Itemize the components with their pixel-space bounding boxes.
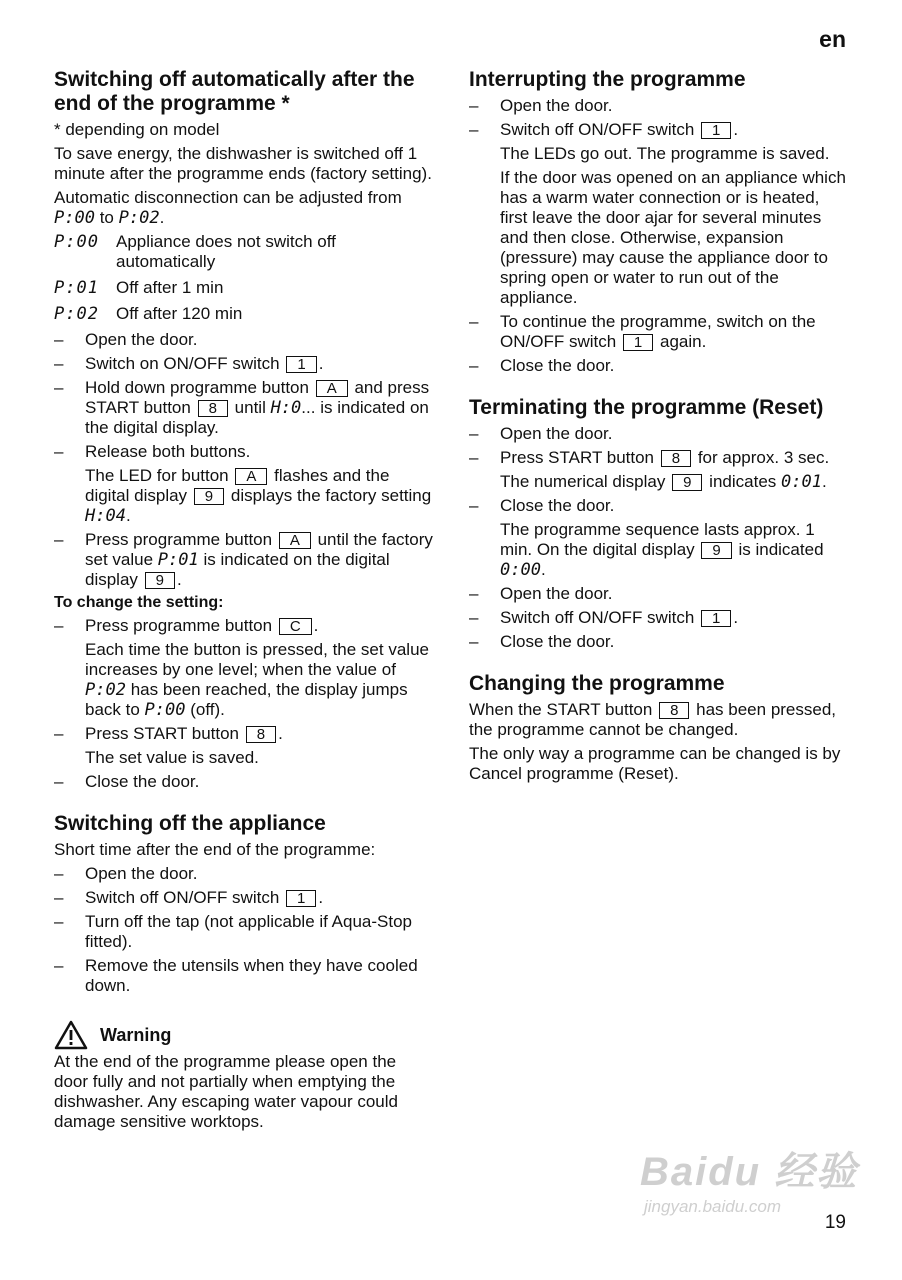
display-code: 0:00	[500, 560, 541, 580]
step: – Open the door.	[54, 330, 198, 349]
watermark-logo: Baidu 经验	[640, 1150, 859, 1194]
button-key-box: A	[279, 532, 311, 549]
step: – Open the door.	[469, 96, 613, 115]
step: – Switch on ON/OFF switch 1 .	[54, 354, 324, 373]
display-code: P:02	[85, 680, 126, 700]
button-key-box: 9	[145, 572, 175, 589]
section-title-reset: Terminating the programme (Reset)	[469, 396, 824, 419]
section-title-change: Changing the programme	[469, 672, 725, 695]
step: – Press START button 8 .	[54, 724, 283, 743]
display-code: P:00	[144, 700, 186, 720]
page-number: 19	[824, 1212, 846, 1233]
change-text-2: The only way a programme can be changed is by Cancel programme (Reset).	[469, 744, 841, 783]
language-code: en	[819, 26, 846, 52]
step-note: Each time the button is pressed, the set value increases by one level; when the value of P:02 has been reached, the display jumps back to P:00 (off).	[85, 640, 429, 720]
switch-off-intro: Short time after the end of the programme:	[54, 840, 376, 859]
step: – Press programme button C .	[54, 616, 319, 635]
button-key-box: 9	[672, 474, 702, 491]
display-code: H:04	[85, 506, 126, 526]
step: – Close the door.	[469, 496, 615, 515]
display-code: P:00	[54, 208, 95, 228]
step: – Turn off the tap (not applicable if Aqua-Stop fitted).	[54, 912, 412, 951]
step: – Remove the utensils when they have cooled down.	[54, 956, 418, 995]
button-key-box: A	[316, 380, 348, 397]
option-row: P:01 Off after 1 min	[54, 278, 224, 298]
display-code: P:00	[54, 232, 99, 252]
model-note: * depending on model	[54, 120, 220, 139]
button-key-box: 1	[701, 122, 731, 139]
subheading-change-setting: To change the setting:	[54, 594, 224, 611]
display-code: P:01	[157, 550, 199, 570]
step: – Open the door.	[469, 584, 613, 603]
button-key-box: 1	[286, 356, 316, 373]
option-row: P:02 Off after 120 min	[54, 304, 243, 324]
button-key-box: A	[235, 468, 267, 485]
warning-heading: Warning	[54, 1020, 434, 1050]
step-note: The programme sequence lasts approx. 1 min. On the digital display 9 is indicated 0:00.	[500, 520, 824, 580]
right-column	[469, 68, 849, 788]
step: – Switch off ON/OFF switch 1 .	[54, 888, 324, 907]
button-key-box: 1	[623, 334, 653, 351]
step: – Close the door.	[469, 356, 615, 375]
step: – Switch off ON/OFF switch 1 .	[469, 120, 739, 139]
step-note: If the door was opened on an appliance which has a warm water connection or is heated, first leave the door ajar for several minutes and then close. Otherwise, expansion (pressure) may cause the appliance door to spring open or water to run out of the appliance.	[500, 168, 846, 307]
step-note: The LED for button A flashes and the digital display 9 displays the factory setting H:04.	[85, 466, 432, 526]
step: – To continue the programme, switch on the ON/OFF switch 1 again.	[469, 312, 816, 351]
button-key-box: 8	[246, 726, 276, 743]
display-code: P:02	[118, 208, 160, 228]
left-column	[54, 68, 434, 1136]
display-code: 0:01	[781, 472, 822, 492]
section-title-auto-off: Switching off automatically after the end of the programme *	[54, 68, 415, 115]
step-note: The LEDs go out. The programme is saved.	[500, 144, 830, 163]
warning-text: At the end of the programme please open the door fully and not partially when emptying the dishwasher. Any escaping water vapour could damage sensitive worktops.	[54, 1052, 398, 1131]
step-note: The numerical display 9 indicates 0:01.	[500, 472, 827, 492]
display-code: P:02	[54, 304, 99, 324]
section-title-interrupt: Interrupting the programme	[469, 68, 746, 91]
button-key-box: 8	[661, 450, 691, 467]
warning-triangle-icon	[54, 1020, 88, 1050]
auto-off-intro: To save energy, the dishwasher is switched off 1 minute after the programme ends (factory setting).	[54, 144, 432, 183]
button-key-box: 9	[194, 488, 224, 505]
display-code: P:01	[54, 278, 99, 298]
section-title-switch-off: Switching off the appliance	[54, 812, 326, 835]
step: – Hold down programme button A and press START button 8 until H:0... is indicated on the digital display.	[54, 378, 430, 437]
step-note: The set value is saved.	[85, 748, 259, 767]
step: – Close the door.	[54, 772, 200, 791]
button-key-box: 8	[198, 400, 228, 417]
step: – Release both buttons.	[54, 442, 251, 461]
display-code: H:0	[270, 398, 302, 418]
step: – Open the door.	[469, 424, 613, 443]
button-key-box: 9	[701, 542, 731, 559]
change-text: When the START button 8 has been pressed, the programme cannot be changed.	[469, 700, 837, 739]
button-key-box: 8	[659, 702, 689, 719]
option-row: P:00 Appliance does not switch off automatically	[54, 232, 336, 271]
step: – Press programme button A until the factory set value P:01 is indicated on the digital display 9 .	[54, 530, 433, 589]
watermark	[640, 1140, 858, 1217]
watermark-url: jingyan.baidu.com	[644, 1197, 782, 1216]
step: – Switch off ON/OFF switch 1 .	[469, 608, 739, 627]
step: – Press START button 8 for approx. 3 sec.	[469, 448, 830, 467]
step: – Open the door.	[54, 864, 198, 883]
step: – Close the door.	[469, 632, 615, 651]
button-key-box: 1	[286, 890, 316, 907]
button-key-box: C	[279, 618, 312, 635]
button-key-box: 1	[701, 610, 731, 627]
auto-off-adjust: Automatic disconnection can be adjusted from P:00 to P:02.	[54, 188, 402, 228]
